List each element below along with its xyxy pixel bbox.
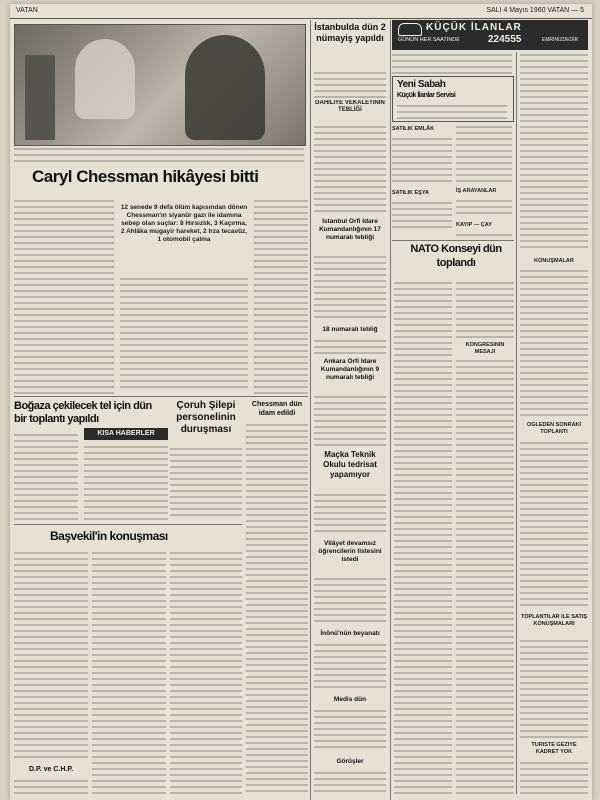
nato-text-2 xyxy=(456,280,514,340)
newspaper-page xyxy=(10,4,592,800)
istanbul-text-a xyxy=(314,70,386,98)
photo-caption xyxy=(14,146,304,162)
gorusler-text xyxy=(314,770,386,796)
classifieds-phone: 224555 xyxy=(488,34,522,45)
istanbul-headline: İstanbulda dün 2 nümayiş yapıldı xyxy=(314,22,386,43)
ankara-text xyxy=(314,394,386,446)
classified-cat-3: İŞ ARAYANLAR xyxy=(456,188,497,194)
medis-text xyxy=(314,708,386,752)
vilayet-text xyxy=(314,576,386,624)
chessman2-text xyxy=(246,422,308,796)
basvekil-headline: Başvekil'in konuşması xyxy=(50,529,168,543)
ortaskeri-headline: İstanbul Örfi İdare Kumandanlığının 17 numaralı tebliği xyxy=(319,218,381,241)
bogaz-headline: Boğaza çekilecek tel için dün bir toplantı yapıldı xyxy=(14,400,152,425)
chessman-right-column xyxy=(254,198,308,394)
masthead-left: VATAN xyxy=(16,7,38,14)
masthead-strip xyxy=(10,4,592,19)
photo-figure-left xyxy=(25,55,55,140)
right-col-head-2: TOPLANTILAR İLE SATIŞ KONUŞMALARI xyxy=(520,614,588,627)
macka-headline: Maçka Teknik Okulu tedrisat yapamıyor xyxy=(323,450,377,479)
ankara-headline: Ankara Örfi İdare Kumandanlığının 9 numaralı tebliği xyxy=(320,358,380,381)
corum-text xyxy=(170,446,242,520)
basvekil-text-1 xyxy=(14,550,88,760)
corum-headline: Çoruh Şilepi personelinin duruşması xyxy=(176,400,236,435)
classifieds-tag: EMRİNİZDEDİR xyxy=(542,37,579,43)
nato-text-1 xyxy=(394,280,452,796)
kisa-haberler-text xyxy=(84,444,168,520)
chessman-mid-column xyxy=(120,276,248,392)
phone-icon xyxy=(398,23,422,36)
classifieds-title: KÜÇÜK İLANLAR xyxy=(426,22,522,33)
classified-cat-4: KAYIP — ÇAY xyxy=(456,222,492,228)
teblig18-headline: 18 numaralı tebliğ xyxy=(322,326,378,333)
right-col-head-1: KONUŞMALAR xyxy=(534,258,574,264)
basvekil-text-2 xyxy=(92,550,166,796)
dp-headline: D.P. ve C.H.P. xyxy=(28,766,74,773)
classifieds-right-column xyxy=(520,52,588,252)
classified-cat-1: SATILIK EMLÂK xyxy=(392,126,435,132)
medis-headline: Medis dün xyxy=(333,696,367,703)
classifieds-slogan: GÜNÜN HER SAATİNDE xyxy=(398,37,460,43)
classifieds-banner xyxy=(392,20,588,50)
nato-subhead-1: KONGRESİNİN MESAJI xyxy=(465,342,505,355)
kisa-haberler-label: KISA HABERLER xyxy=(84,428,168,440)
istanbul-text-b xyxy=(314,124,386,216)
masthead-date: SALI 4 Mayıs 1960 VATAN — 5 xyxy=(486,7,584,14)
basvekil-text-3 xyxy=(170,550,242,796)
bogaz-text xyxy=(14,432,78,520)
nato-headline: NATO Konseyi dün toplandı xyxy=(410,243,502,269)
gorusler-headline: Görüşler xyxy=(336,758,364,765)
chessman-left-column xyxy=(14,198,114,394)
chessman-headline: Caryl Chessman hikâyesi bitti xyxy=(32,167,259,186)
ortaskeri-text xyxy=(314,254,386,320)
chessman2-headline: Chessman dün idam edildi xyxy=(251,401,303,417)
service-brand: Yeni Sabah xyxy=(397,79,446,90)
vilayet-headline: Vilâyet devamsız öğrencilerin listesini istedi xyxy=(318,540,382,563)
photo-figure-woman xyxy=(75,39,135,119)
service-title: Küçük İlanlar Servisi xyxy=(397,92,456,99)
right-col-head-3: TURİSTE GEZİYE KADRET YOK xyxy=(531,742,577,755)
macka-text xyxy=(314,492,386,536)
dp-text xyxy=(14,778,88,796)
classified-cat-2: SATILIK EŞYA xyxy=(392,190,429,196)
service-box xyxy=(392,76,514,122)
photo-figure-man xyxy=(185,35,265,140)
inonu-text xyxy=(314,642,386,690)
news-photo xyxy=(14,24,306,146)
chessman-summary: 12 senede 9 defa ölüm kapısından dönen Chessman'ın siyanür gazı ile idamına sebep olan suçlar: 8 Hırsızlık, 3 Kaçırma, 2 Ahlâka mugayir hareket, 2 Irza tecavüz, 1 otomobil çalma xyxy=(120,204,248,243)
nato-subhead-2: ÖĞLEDEN SONRAKİ TOPLANTI xyxy=(526,422,582,435)
teblig18-text xyxy=(314,338,386,356)
istanbul-subhead: DAHİLİYE VEKÂLETİNİN TEBLİĞİ xyxy=(315,100,385,113)
inonu-headline: İnönü'nün beyanatı xyxy=(320,630,380,637)
classifieds-intro xyxy=(392,52,512,74)
